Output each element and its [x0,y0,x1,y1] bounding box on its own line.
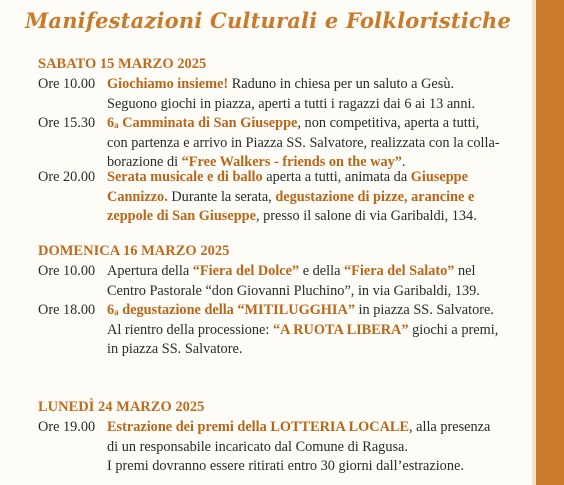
side-decorative-band [532,0,564,485]
body-text: Raduno in chiesa per un saluto a Gesù. [228,76,455,92]
highlighted-text: Giuseppe [410,169,468,185]
body-text: Apertura della [107,263,193,279]
highlighted-text: a [114,120,119,130]
body-text: di un responsabile incaricato dal Comune di Ragusa. [107,438,408,455]
day-heading: SABATO 15 MARZO 2025 [38,56,207,72]
event-line [107,134,535,154]
highlighted-text: “Free Walkers - friends on the way” [181,154,402,170]
event-time: Ore 19.00 [38,419,96,435]
body-text: . [401,154,406,170]
body-text: in piazza SS. Salvatore. [354,302,494,318]
body-text: Al rientro della processione: [107,321,273,338]
day-heading: LUNEDÌ 24 MARZO 2025 [38,399,205,415]
body-text: , presso il salone di via Garibaldi, 134. [255,208,477,224]
body-text: , non competitiva, aperta a tutti, [297,115,480,131]
event-description [107,301,535,360]
event-description [107,418,535,477]
event-description [107,262,535,301]
event-line [107,301,535,321]
highlighted-text: Estrazione dei premi della LOTTERIA LOCALE [107,419,409,435]
highlighted-text: Serata musicale e di ballo [107,169,263,185]
event-line [107,457,535,477]
event-line [107,321,535,341]
highlighted-text: Cannizzo. [107,188,168,205]
body-text: Seguono giochi in piazza, aperti a tutti i ragazzi dai 6 ai 13 anni. [107,95,476,112]
event-time: Ore 10.00 [38,76,96,92]
body-text: giochi a premi, [408,321,499,338]
body-text: borazione di [107,154,182,170]
event-line [107,282,535,302]
event-line [107,340,535,360]
event-time: Ore 10.00 [38,263,96,279]
event-time: Ore 20.00 [38,169,96,185]
body-text: Durante la serata, [167,188,276,205]
body-text: in piazza SS. Salvatore. [107,341,243,357]
event-line [107,114,535,134]
highlighted-text: Giochiamo insieme! [107,76,229,92]
event-line [107,95,535,115]
event-line [107,207,535,227]
highlighted-text: 6 [107,115,115,131]
highlighted-text: Camminata di San Giuseppe [118,115,298,131]
highlighted-text: “Fiera del Dolce” [192,263,300,279]
event-line [107,262,535,282]
highlighted-text: “A RUOTA LIBERA” [272,321,409,338]
event-line [107,418,535,438]
body-text: aperta a tutti, animata da [262,169,411,185]
highlighted-text: 6 [107,302,115,318]
event-line [107,188,535,208]
highlighted-text: “Fiera del Salato” [344,263,455,279]
event-line [107,168,535,188]
body-text: Centro Pastorale “don Giovanni Pluchino”, in via Garibaldi, 139. [107,282,480,299]
event-line [107,438,535,458]
body-text: , alla presenza [408,419,491,435]
body-text: e della [299,263,345,279]
page-title: Manifestazioni Culturali e Folkloristiche [24,8,512,33]
body-text: nel [454,263,476,279]
body-text: con partenza e arrivo in Piazza SS. Salvatore, realizzata con la colla- [107,134,500,151]
highlighted-text: degustazione della “MITILUGGHIA” [118,302,355,318]
event-line [107,75,535,95]
event-description [107,75,535,114]
event-time: Ore 18.00 [38,302,96,318]
event-time: Ore 15.30 [38,115,96,131]
day-heading: DOMENICA 16 MARZO 2025 [38,243,230,259]
event-description [107,168,535,227]
highlighted-text: a [114,307,119,317]
event-description [107,114,535,173]
highlighted-text: degustazione di pizze, arancine e [275,188,475,205]
highlighted-text: zeppole di San Giuseppe [107,208,256,224]
body-text: I premi dovranno essere ritirati entro 30 giorni dall’estrazione. [107,458,464,474]
